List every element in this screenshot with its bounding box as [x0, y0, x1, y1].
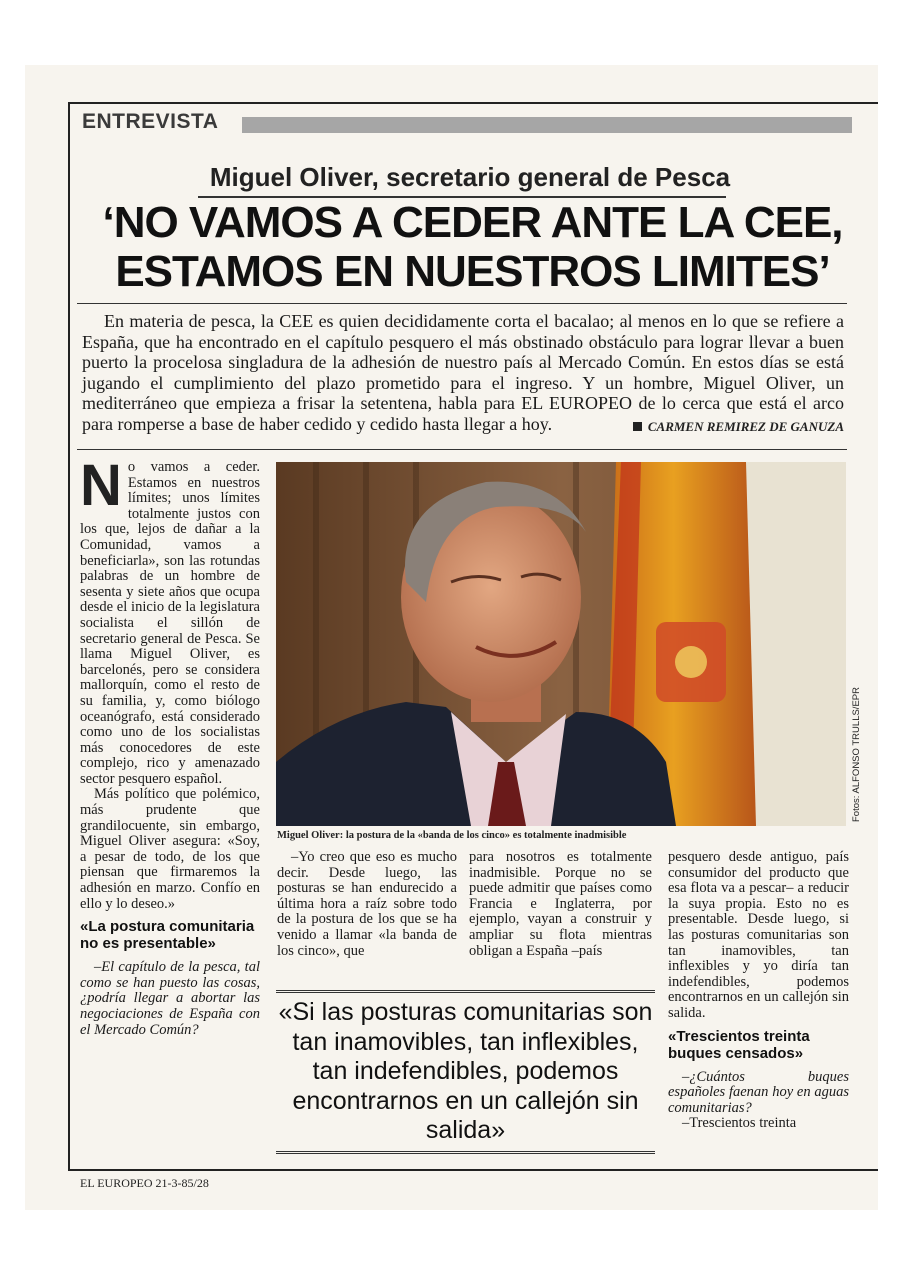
- column-1: [80, 453, 260, 1038]
- col1-subhead: «La postura comunitaria no es presentable»: [80, 918, 255, 953]
- col4-subhead: «Trescientos treinta buques censados»: [668, 1027, 810, 1062]
- drop-cap: N: [80, 453, 122, 518]
- col1-paragraph-2: Más político que polémico, más prudente que grandilocuente, sin embargo, Miguel Oliver asegura: «Soy, a pesar de todo, de los que piensan que firmaremos la adhesión en marzo. Confío en ello y lo deseo.»: [80, 786, 260, 912]
- pull-quote: «Si las posturas comunitarias son tan inamovibles, tan inflexibles, tan indefendibles, podemos encontrarnos en un callejón sin salida»: [278, 998, 653, 1144]
- page-footer: EL EUROPEO 21-3-85/28: [80, 1176, 209, 1190]
- section-label: ENTREVISTA: [82, 110, 219, 133]
- col2-paragraph: –Yo creo que eso es mucho decir. Desde luego, las posturas se han endurecido a última hora a raíz sobre todo de la postura de los que se ha venido a llamar «la banda de los cinco», que: [277, 849, 457, 959]
- portrait-photo: [276, 462, 846, 826]
- col1-question: –El capítulo de la pesca, tal como se han puesto las cosas, ¿podría llegar a abortar las negociaciones de España con el Mercado Común?: [80, 959, 260, 1038]
- lead-text: En materia de pesca, la CEE es quien decididamente corta el bacalao; al menos en lo que se refiere a España, que ha encontrado en el capítulo pesquero el más obstinado obstáculo para lograr llevar a buen puerto la procelosa singladura de la adhesión de nuestro país al Mercado Común. En estos días se está jugando el cumplimiento del plazo prometido para el ingreso. Y un hombre, Miguel Oliver, un mediterráneo que empieza a frisar la setentena, habla para EL EUROPEO de lo cerca que está el arco para romperse a base de haber cedido y cedido hasta llegar a hoy.: [82, 311, 844, 434]
- column-4: [668, 850, 849, 1132]
- pullquote-bottom-rule: [276, 1151, 655, 1154]
- col4-question: –¿Cuántos buques españoles faenan hoy en aguas comunitarias?: [668, 1068, 849, 1116]
- headline-line-2: ESTAMOS EN NUESTROS LIMITES’: [115, 247, 830, 296]
- article-subtitle: Miguel Oliver, secretario general de Pesca: [209, 162, 731, 192]
- col4-paragraph-1: pesquero desde antiguo, país consumidor del producto que esa flota va a pescar– a reducir la suya propia. Esto no es presentable. Desde luego, si las posturas comunitarias son tan inamovibles, tan inflexibles y yo diría tan indefendibles, podemos encontrarnos en un callejón sin salida.: [668, 849, 849, 1021]
- byline: CARMEN REMIREZ DE GANUZA: [633, 417, 844, 438]
- photo-caption: Miguel Oliver: la postura de la «banda de los cinco» es totalmente inadmisible: [277, 830, 627, 841]
- col3-paragraph: para nosotros es totalmente inadmisible. Porque no se puede admitir que países como Francia e Inglaterra, por ejemplo, vayan a construir y ampliar su flota mientras obligan a España –país: [469, 849, 652, 959]
- portrait-illustration: [276, 462, 846, 826]
- top-frame-rule: [68, 102, 878, 104]
- bottom-frame-rule: [68, 1169, 878, 1171]
- photo-credit: Fotos: ALFONSO TRULLS/EPR: [851, 687, 862, 822]
- section-bar: [242, 117, 852, 133]
- column-2: [277, 850, 457, 959]
- lead-rule: [77, 449, 847, 450]
- headline: [70, 198, 875, 296]
- lead-paragraph: [82, 311, 844, 438]
- column-3: [469, 850, 652, 959]
- col1-paragraph-1: No vamos a ceder. Estamos en nuestros límites; unos límites totalmente justos con los que, lejos de dañar a la Comunidad, vamos a beneficiarla», son las rotundas palabras de un hombre de sesenta y siete años que ocupa desde el inicio de la legislatura socialista el sillón de secretario general de Pesca. Se llama Miguel Oliver, es barcelonés, pero se considera mallorquín, como el resto de su familia, y, como biólogo oceanógrafo, está considerado como uno de los socialistas más conocedores de este complejo, rico y amenazado sector pesquero español.: [80, 453, 260, 787]
- headline-rule: [77, 303, 847, 304]
- pullquote-top-rule: [276, 990, 655, 993]
- byline-square-icon: [633, 422, 642, 431]
- col4-answer: –Trescientos treinta: [682, 1115, 797, 1132]
- headline-line-1: ‘NO VAMOS A CEDER ANTE LA CEE,: [102, 198, 843, 247]
